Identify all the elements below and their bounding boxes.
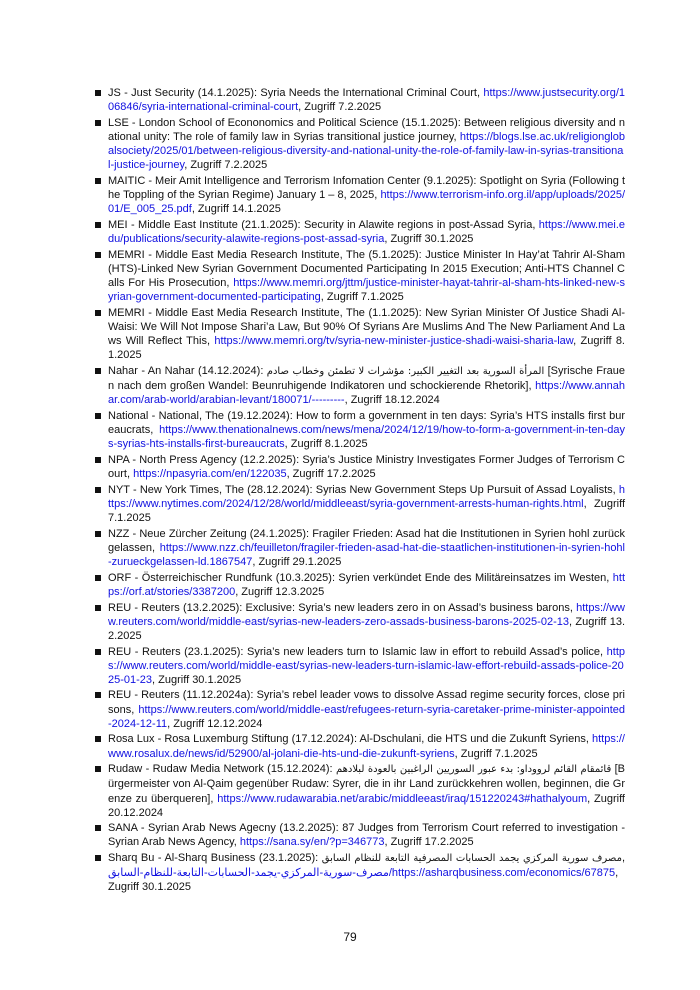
square-bullet-icon: [95, 252, 101, 258]
reference-text: NPA - North Press Agency (12.2.2025): Syria’s Justice Ministry Investigates Former Judges of Terrorism Court,: [108, 453, 625, 480]
reference-access-date: , Zugriff 8.1.2025: [284, 438, 368, 451]
reference-item: [95, 306, 625, 362]
reference-item: [95, 732, 625, 760]
square-bullet-icon: [95, 531, 101, 537]
reference-access-date: , Zugriff 17.2.2025: [384, 836, 474, 849]
square-bullet-icon: [95, 649, 101, 655]
reference-link[interactable]: https://asharqbusiness.com/economics/67875/مصرف-سورية-المركزي-يجمد-الحسابات-التابعة-للنظام-السابق: [108, 867, 616, 880]
reference-arabic-title: قائمقام القائم لرووداو: بدء عبور السوريين الراغبين بالعودة لبلادهم: [335, 764, 612, 776]
reference-list-page: [95, 86, 625, 896]
reference-access-date: , Zugriff 7.1.2025: [320, 291, 404, 304]
reference-text: REU - Reuters (13.2.2025): Exclusive: Syria’s new leaders zero in on Assad’s business barons,: [108, 601, 577, 614]
reference-arabic-title: المرأة السورية بعد التغيير الكبير: مؤشرات لا تطمئن وخطاب صادم: [266, 365, 545, 377]
square-bullet-icon: [95, 692, 101, 698]
reference-link[interactable]: https://www.reuters.com/world/middle-east/syrias-new-leaders-zero-assads-business-barons-2025-02-13: [108, 601, 625, 628]
square-bullet-icon: [95, 457, 101, 463]
reference-link[interactable]: https://www.justsecurity.org/106846/syria-international-criminal-court: [108, 87, 625, 114]
reference-item: [95, 851, 625, 894]
reference-item: [95, 601, 625, 643]
square-bullet-icon: [95, 766, 101, 772]
reference-item: [95, 174, 625, 216]
reference-text: Rudaw - Rudaw Media Network (15.12.2024):: [108, 763, 336, 776]
reference-link[interactable]: https://www.memri.org/tv/syria-new-minister-justice-shadi-waisi-sharia-law: [214, 335, 574, 348]
reference-link[interactable]: https://blogs.lse.ac.uk/religionglobalsociety/2025/01/between-religious-diversity-and-national-unity-the-role-of-family-law-in-syrias-transitional-justice-journey: [108, 130, 625, 172]
reference-link[interactable]: https://www.rudawarabia.net/arabic/middleeast/iraq/151220243#hathalyoum: [217, 792, 588, 805]
reference-item: [95, 527, 625, 569]
reference-item: [95, 248, 625, 304]
reference-access-date: , Zugriff 30.1.2025: [384, 233, 474, 245]
square-bullet-icon: [95, 736, 101, 742]
reference-translation: ,: [621, 852, 625, 865]
reference-list: [95, 86, 625, 895]
reference-arabic-title: مصرف سورية المركزي يجمد الحسابات المصرفية التابعة للنظام السابق: [321, 853, 622, 865]
reference-text: REU - Reuters (11.12.2024a): Syria’s rebel leader vows to dissolve Assad regime security forces, close prisons,: [108, 689, 625, 716]
reference-text: Nahar - An Nahar (14.12.2024):: [108, 364, 267, 377]
square-bullet-icon: [95, 825, 101, 831]
reference-link[interactable]: https://www.mei.edu/publications/security-alawite-regions-post-assad-syria: [108, 218, 625, 245]
reference-access-date: , Zugriff 30.1.2025: [152, 673, 242, 686]
reference-item: [95, 821, 625, 849]
reference-access-date: , Zugriff 8.1.2025: [108, 335, 625, 362]
reference-access-date: , Zugriff 12.3.2025: [235, 585, 325, 598]
reference-text: MEI - Middle East Institute (21.1.2025): Security in Alawite regions in post-Assad Syria,: [108, 218, 539, 231]
reference-item: [95, 762, 625, 819]
reference-item: [95, 116, 625, 172]
reference-text: JS - Just Security (14.1.2025): Syria Needs the International Criminal Court,: [108, 87, 484, 99]
reference-access-date: , Zugriff 29.1.2025: [252, 555, 342, 568]
reference-link[interactable]: https://www.reuters.com/world/middle-east/refugees-return-syria-caretaker-prime-minister-appointed-2024-12-11: [108, 703, 625, 730]
reference-item: [95, 571, 625, 599]
square-bullet-icon: [95, 368, 101, 374]
reference-item: [95, 218, 625, 246]
reference-item: [95, 364, 625, 407]
reference-access-date: , Zugriff 20.12.2024: [108, 792, 625, 819]
reference-link[interactable]: https://sana.sy/en/?p=346773: [239, 836, 385, 849]
reference-access-date: , Zugriff 17.2.2025: [286, 467, 376, 480]
reference-link[interactable]: https://www.annahar.com/arab-world/arabian-levant/180071/---------: [108, 380, 625, 407]
reference-access-date: , Zugriff 18.12.2024: [344, 394, 440, 407]
reference-item: [95, 483, 625, 525]
reference-access-date: , Zugriff 14.1.2025: [191, 203, 281, 216]
reference-link[interactable]: https://www.nzz.ch/feuilleton/fragiler-frieden-asad-hat-die-staatlichen-institutionen-in-syrien-hohl-zurueckgelassen-ld.1867547: [108, 541, 625, 568]
reference-text: LSE - London School of Econonomics and Political Science (15.1.2025): Between religious diversity and national unity: The role of family law in Syrias transitional justice journey,: [108, 116, 625, 143]
reference-link[interactable]: https://www.terrorism-info.org.il/app/uploads/2025/01/E_005_25.pdf: [108, 189, 625, 216]
reference-item: [95, 409, 625, 451]
reference-text: Sharq Bu - Al-Sharq Business (23.1.2025):: [108, 852, 322, 865]
square-bullet-icon: [95, 855, 101, 861]
reference-translation: [Syrische Frauen nach dem großen Wandel: Beunruhigende Indikatoren und schockierende Rhetorik],: [108, 364, 625, 392]
reference-access-date: , Zugriff 12.12.2024: [167, 717, 263, 730]
reference-link[interactable]: https://www.nytimes.com/2024/12/28/world/middleeast/syria-government-arrests-human-rights.html: [108, 483, 625, 510]
reference-text: MEMRI - Middle East Media Research Institute, The (5.1.2025): Justice Minister In Hay’at Tahrir Al-Sham (HTS)-Linked New Syrian Government Documented Participating In 2015 Execution; Anti-HTS Channel Calls For His Prosecution,: [108, 248, 625, 289]
square-bullet-icon: [95, 120, 101, 126]
reference-translation: [Bürgermeister von Al-Qaim gegenüber Rudaw: Syrer, die in ihr Land zurückkehren wollen, beginnen, die Grenze zu überqueren],: [108, 763, 625, 805]
square-bullet-icon: [95, 575, 101, 581]
reference-access-date: , Zugriff 7.1.2025: [108, 497, 625, 524]
reference-link[interactable]: https://www.reuters.com/world/middle-east/syrias-new-leaders-turn-islamic-law-effort-rebuild-assads-police-2025-01-23: [108, 645, 625, 686]
reference-text: MEMRI - Middle East Media Research Institute, The (1.1.2025): New Syrian Minister Of Justice Shadi Al-Waisi: We Will Not Impose Shari’a Law, But 90% Of Syrians Are Muslims And The New Parliament And Laws Will Reflect This,: [108, 306, 625, 348]
reference-text: NYT - New York Times, The (28.12.2024): Syrias New Government Steps Up Pursuit of Assad Loyalists,: [108, 483, 619, 496]
square-bullet-icon: [95, 222, 101, 228]
reference-item: [95, 86, 625, 114]
reference-item: [95, 645, 625, 687]
square-bullet-icon: [95, 605, 101, 611]
reference-text: NZZ - Neue Zürcher Zeitung (24.1.2025): Fragiler Frieden: Asad hat die Institutionen in Syrien hohl zurückgelassen,: [108, 527, 625, 554]
reference-text: National - National, The (19.12.2024): How to form a government in ten days: Syria’s HTS installs first bureaucrats,: [108, 409, 625, 436]
reference-text: REU - Reuters (23.1.2025): Syria’s new leaders turn to Islamic law in effort to rebuild Assad’s police,: [108, 645, 607, 658]
page-number: 79: [343, 930, 357, 944]
reference-access-date: , Zugriff 7.1.2025: [454, 747, 538, 760]
reference-item: [95, 453, 625, 481]
square-bullet-icon: [95, 413, 101, 419]
reference-access-date: , Zugriff 13.2.2025: [108, 615, 625, 642]
reference-access-date: , Zugriff 30.1.2025: [108, 867, 619, 894]
square-bullet-icon: [95, 90, 101, 96]
reference-item: [95, 688, 625, 730]
reference-text: Rosa Lux - Rosa Luxemburg Stiftung (17.12.2024): Al-Dschulani, die HTS und die Zukunft Syriens,: [108, 733, 592, 746]
square-bullet-icon: [95, 310, 101, 316]
reference-link[interactable]: https://orf.at/stories/3387200: [108, 571, 625, 598]
reference-link[interactable]: https://www.thenationalnews.com/news/mena/2024/12/19/how-to-form-a-government-in-ten-days-syrias-hts-installs-first-bureaucrats: [108, 423, 625, 451]
reference-link[interactable]: https://www.rosalux.de/news/id/52900/al-jolani-die-hts-und-die-zukunft-syriens: [108, 733, 625, 760]
square-bullet-icon: [95, 178, 101, 184]
reference-link[interactable]: https://www.memri.org/jttm/justice-minister-hayat-tahrir-al-sham-hts-linked-new-syrian-government-documented-participating: [108, 276, 625, 304]
reference-access-date: , Zugriff 7.2.2025: [298, 101, 382, 114]
square-bullet-icon: [95, 487, 101, 493]
reference-text: MAITIC - Meir Amit Intelligence and Terrorism Infomation Center (9.1.2025): Spotlight on Syria (Following the Toppling of the Syrian Regime) January 1 – 8, 2025,: [108, 174, 626, 202]
reference-text: SANA - Syrian Arab News Agecny (13.2.2025): 87 Judges from Terrorism Court referred to investigation - Syrian Arab News Agency,: [108, 822, 625, 849]
reference-text: ORF - Österreichischer Rundfunk (10.3.2025): Syrien verkündet Ende des Militäreinsatzes im Westen,: [108, 571, 613, 584]
reference-access-date: , Zugriff 7.2.2025: [184, 159, 268, 172]
reference-link[interactable]: https://npasyria.com/en/122035: [133, 467, 287, 480]
